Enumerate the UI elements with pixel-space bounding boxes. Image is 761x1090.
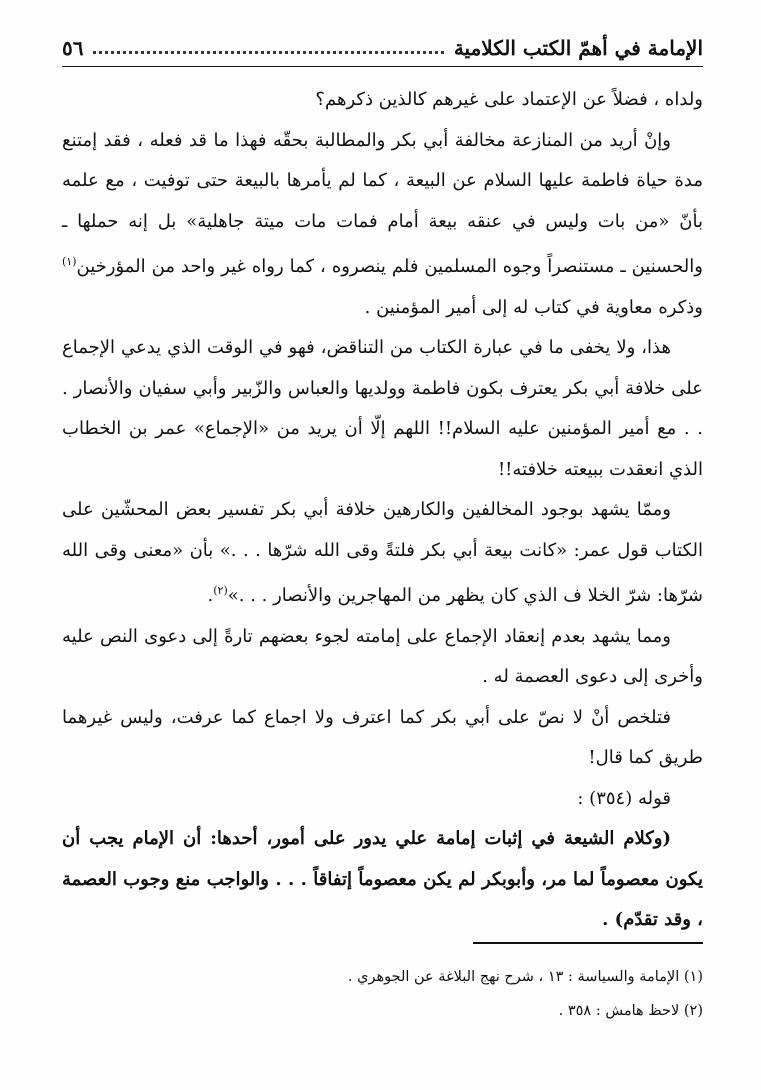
footnote-marker: (٢) [213,584,228,597]
footnote-2: (٢) لاحظ هامش : ٣٥٨ . [558,1003,703,1019]
footnote-separator [473,942,703,944]
quote-heading: قوله (٣٥٤) : [577,787,671,809]
paragraph: ومما يشهد بعدم إنعقاد الإجماع على إمامته لجوء بعضهم تارةً إلى دعوى النص عليه وأخرى إلى دعوى العصمة له . [62,625,703,687]
paragraph [62,490,703,617]
paragraph-text: وذكره معاوية في كتاب له إلى أمير المؤمنين . [364,296,703,318]
paragraph-text: . [207,585,214,606]
paragraph: هذا، ولا يخفى ما في عبارة الكتاب من التناقض، فهو في الوقت الذي يدعي الإجماع على خلافة أبي بكر يعترف بكون فاطمة وولديها والعباس والزّبير وأبي سفيان والأنصار . . . مع أمير المؤمنين عليه السلام!! اللهم إلّا أن يريد من «الإجماع» عمر بن الخطاب الذي انعقدت ببيعته خلافته!! [62,337,703,480]
footnotes [62,960,703,1028]
paragraph-text: وممّا يشهد بوجود المخالفين والكارهين خلافة أبي بكر تفسير بعض المحشّين على الكتاب قول عمر: «كانت بيعة أبي بكر فلتةً وقى الله شرّها . . .» بأن «معنى وقى الله شرّها: شرّ الخلا ف الذي كان يظهر من المهاجرين والأنصار . . .» [62,499,703,606]
paragraph: فتلخص أنْ لا نصّ على أبي بكر كما اعترف ولا اجماع كما عرفت، وليس غيرهما طريق كما قال! [62,706,703,768]
running-title: الإمامة في أهمّ الكتب الكلامية [453,36,703,60]
footnote-1: (١) الإمامة والسياسة : ١٣ ، شرح نهج البلاغة عن الجوهري . [347,969,703,985]
paragraph: ولداه ، فضلاً عن الإعتماد على غيرهم كالذين ذكرهم؟ [315,89,703,110]
header-dotted-leader [93,51,443,54]
quoted-passage: (وكلام الشيعة في إثبات إمامة علي يدور على أمور، أحدها: أن الإمام يجب أن يكون معصوماً لما مر، وأبوبكر لم يكن معصوماً إتفاقاً . . . والواجب منع وجوب العصمة ، وقد تقدّم) . [62,828,703,930]
main-text [62,80,703,941]
paragraph [62,121,703,329]
page-header [62,30,703,67]
page-number: ٥٦ [62,36,84,60]
footnote-marker: (١) [62,255,77,268]
paragraph-text: وإنْ أريد من المنازعة مخالفة أبي بكر والمطالبة بحقّه فهذا ما قد فعله ، فقد إمتنع مدة حياة فاطمة عليها السلام عن البيعة ، كما لم يأمرها بالبيعة حتى توفيت ، مع علمه بأنّ «من بات وليس في عنقه بيعة أمام فمات مات ميتة جاهلية» بل إنه حملها ـ والحسنين ـ مستنصراً وجوه المسلمين فلم ينصروه ، كما رواه غير واحد من المؤرخين [62,129,703,277]
